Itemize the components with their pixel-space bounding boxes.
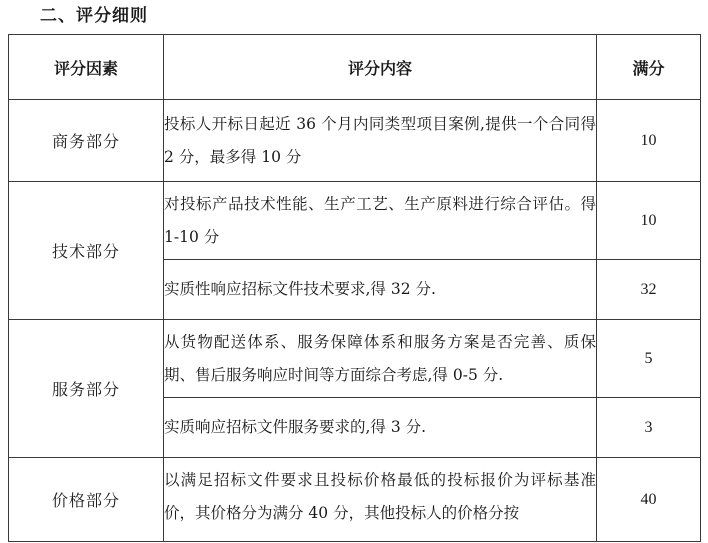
content-cell: 实质性响应招标文件技术要求,得 32 分. <box>164 260 597 320</box>
scoring-table <box>8 34 701 542</box>
score-cell: 10 <box>597 100 701 182</box>
score-cell: 10 <box>597 182 701 260</box>
table-row <box>9 320 701 398</box>
score-cell: 5 <box>597 320 701 398</box>
content-cell <box>164 458 597 542</box>
header-content: 评分内容 <box>164 35 597 100</box>
factor-cell-service: 服务部分 <box>9 320 164 458</box>
table-row <box>9 182 701 260</box>
header-full-score: 满分 <box>597 35 701 100</box>
factor-cell-business: 商务部分 <box>9 100 164 182</box>
score-cell: 40 <box>597 458 701 542</box>
table-row <box>9 458 701 542</box>
table-header-row <box>9 35 701 100</box>
header-factor: 评分因素 <box>9 35 164 100</box>
section-title: 二、评分细则 <box>40 6 148 26</box>
content-cell: 实质响应招标文件服务要求的,得 3 分. <box>164 398 597 458</box>
content-cell: 从货物配送体系、服务保障体系和服务方案是否完善、质保期、售后服务响应时间等方面综合考虑,得 0-5 分. <box>164 320 597 398</box>
score-cell: 32 <box>597 260 701 320</box>
content-cell: 投标人开标日起近 36 个月内同类型项目案例,提供一个合同得 2 分，最多得 10 分 <box>164 100 597 182</box>
content-cell: 对投标产品技术性能、生产工艺、生产原料进行综合评估。得 1-10 分 <box>164 182 597 260</box>
table-row <box>9 100 701 182</box>
score-cell: 3 <box>597 398 701 458</box>
content-text-clipped: 以满足招标文件要求且投标价格最低的投标报价为评标基准价，其价格分为满分 40 分，其他投标人的价格分按 <box>164 470 596 522</box>
factor-cell-price: 价格部分 <box>9 458 164 542</box>
factor-cell-technical: 技术部分 <box>9 182 164 320</box>
